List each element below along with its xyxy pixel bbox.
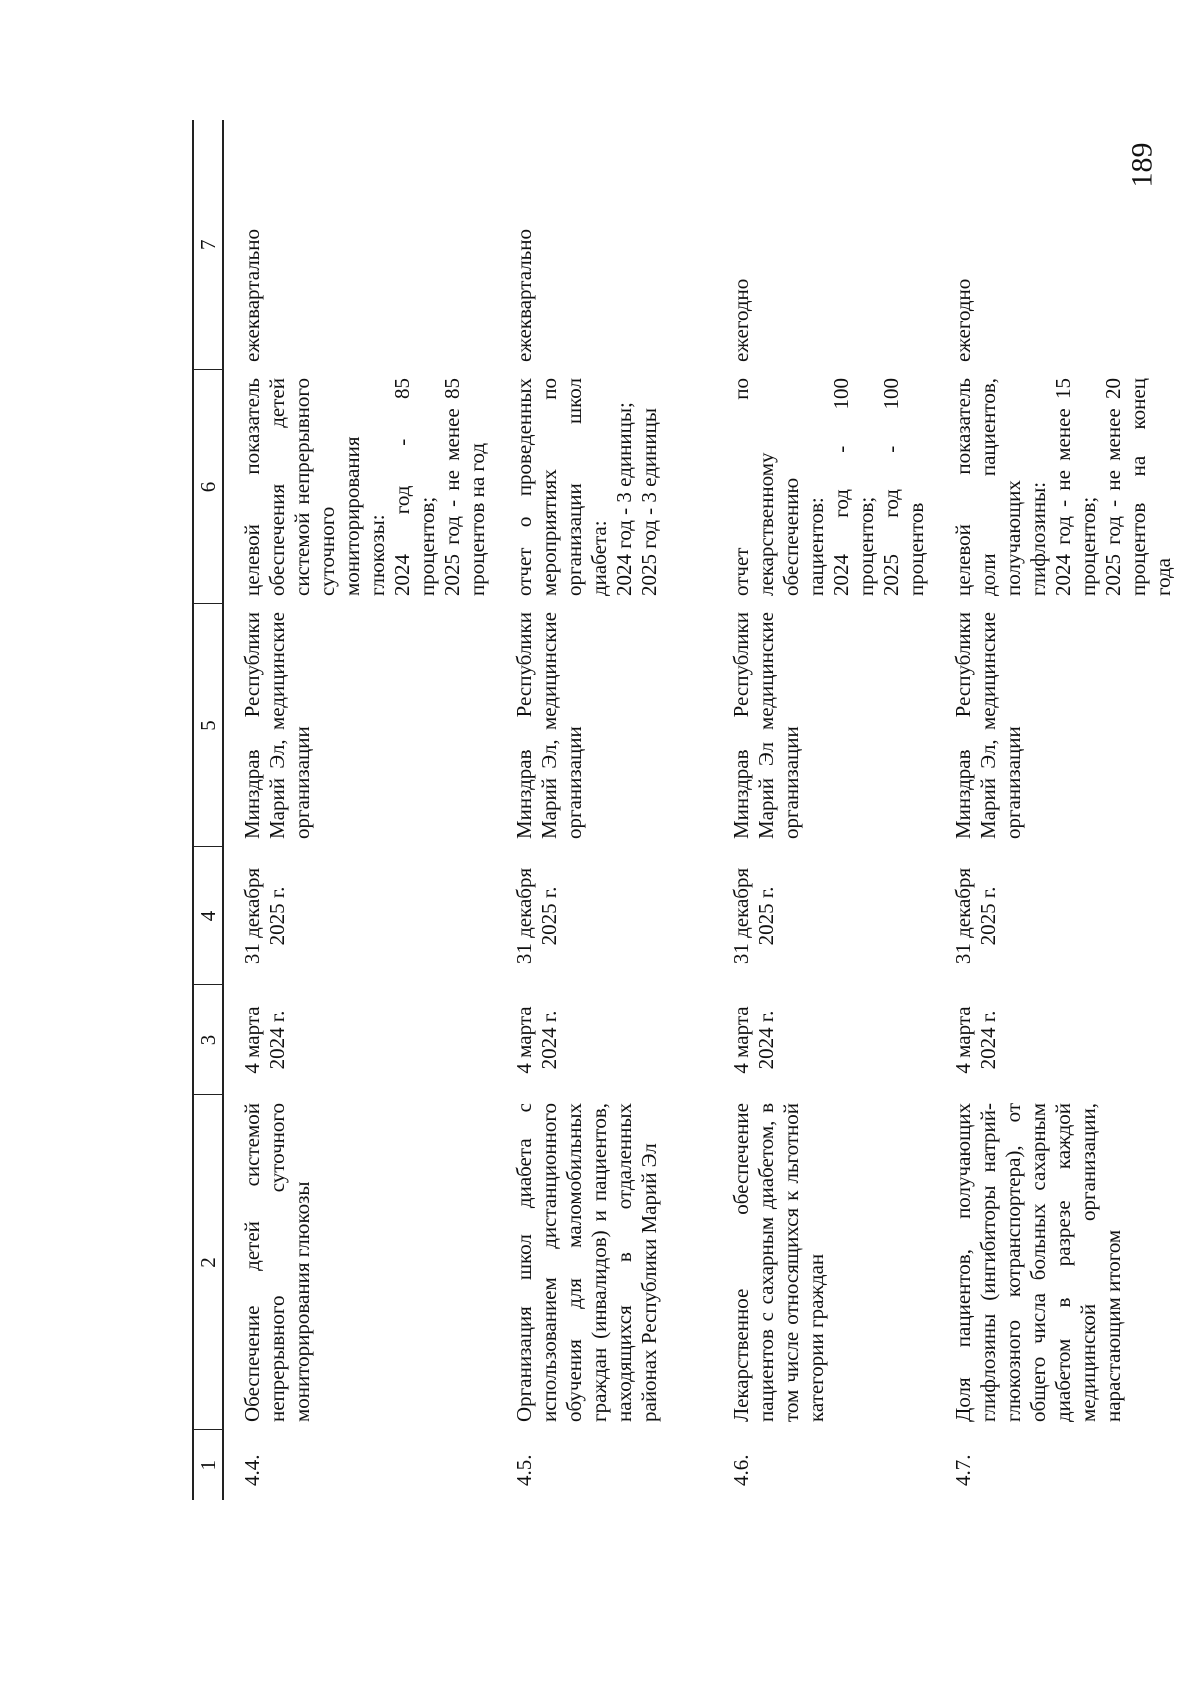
row-start-date: 4 марта 2024 г.: [512, 1006, 561, 1074]
row-result: [223, 370, 496, 604]
row-result-line: целевой показатель доли пациентов, получающих глифлозины:: [951, 378, 1050, 596]
table-row: [713, 120, 935, 1500]
row-frequency: ежеквартально: [240, 229, 264, 362]
row-result-line: отчет по лекарственному обеспечению пациентов:: [729, 378, 828, 596]
header-col-2: 2: [193, 1095, 223, 1430]
row-result-line: 2024 год - 3 единицы;: [612, 402, 636, 596]
row-number: 4.5.: [512, 1454, 536, 1486]
row-result-line: 2025 год - 3 единицы: [637, 408, 661, 596]
row-frequency: ежегодно: [951, 278, 975, 362]
row-result-line: отчет о проведенных мероприятиях по организации школ диабета:: [512, 378, 611, 596]
row-event: Обеспечение детей системой непрерывного суточного мониторирования глюкозы: [240, 1103, 314, 1422]
row-end-date: 31 декабря 2025 г.: [512, 867, 561, 965]
row-responsible: Минздрав Республики Марий Эл, медицинские организации: [951, 612, 1025, 839]
row-result: [935, 370, 1187, 604]
header-col-6: 6: [193, 370, 223, 604]
plan-table: [192, 120, 1187, 1500]
row-frequency: ежегодно: [729, 278, 753, 362]
row-event: Лекарственное обеспечение пациентов с сахарным диабетом, в том числе относящихся к льготной категории граждан: [729, 1103, 828, 1422]
row-result: [713, 370, 935, 604]
row-result-line: 2024 год - 100 процентов;: [829, 378, 878, 596]
row-event: Доля пациентов, получающих глифлозины (ингибиторы натрий-глюкозного котранспортера), от общего числа больных сахарным диабетом в разрезе каждой медицинской организации, нарастающим итогом: [951, 1103, 1125, 1422]
page-number-text: 189: [1125, 142, 1158, 188]
table-row: [496, 120, 713, 1500]
row-result-line: 2025 год - 100 процентов: [879, 378, 928, 596]
row-event: Организация школ диабета с использованием дистанционного обучения для маломобильных граждан (инвалидов) и пациентов, находящихся в отдаленных районах Республики Марий Эл: [512, 1103, 661, 1422]
row-end-date: 31 декабря 2025 г.: [729, 867, 778, 965]
row-number: 4.7.: [951, 1454, 975, 1486]
row-end-date: 31 декабря 2025 г.: [240, 867, 289, 965]
row-result: [496, 370, 713, 604]
header-col-4: 4: [193, 847, 223, 985]
header-col-1: 1: [193, 1430, 223, 1500]
row-responsible: Минздрав Республики Марий Эл медицинские организации: [729, 612, 803, 839]
header-row: [193, 120, 223, 1500]
row-start-date: 4 марта 2024 г.: [951, 1006, 1000, 1074]
table-row: [223, 120, 496, 1500]
row-result-line: целевой показатель обеспечения детей системой непрерывного суточного мониторирования глюкозы:: [240, 378, 389, 596]
header-col-7: 7: [193, 120, 223, 370]
row-responsible: Минздрав Республики Марий Эл, медицинские организации: [240, 612, 314, 839]
row-number: 4.4.: [240, 1454, 264, 1486]
row-result-line: 2024 год - 85 процентов;: [390, 378, 439, 596]
row-number: 4.6.: [729, 1454, 753, 1486]
header-col-5: 5: [193, 604, 223, 847]
row-result-line: 2025 год - не менее 20 процентов на конец года: [1101, 378, 1175, 596]
row-frequency: ежеквартально: [512, 229, 536, 362]
row-end-date: 31 декабря 2025 г.: [951, 867, 1000, 965]
row-result-line: 2024 год - не менее 15 процентов;: [1051, 378, 1100, 596]
row-start-date: 4 марта 2024 г.: [729, 1006, 778, 1074]
table-row: [935, 120, 1187, 1500]
row-start-date: 4 марта 2024 г.: [240, 1006, 289, 1074]
row-result-line: 2025 год - не менее 85 процентов на год: [440, 378, 489, 596]
row-responsible: Минздрав Республики Марий Эл, медицинские организации: [512, 612, 586, 839]
header-col-3: 3: [193, 985, 223, 1095]
